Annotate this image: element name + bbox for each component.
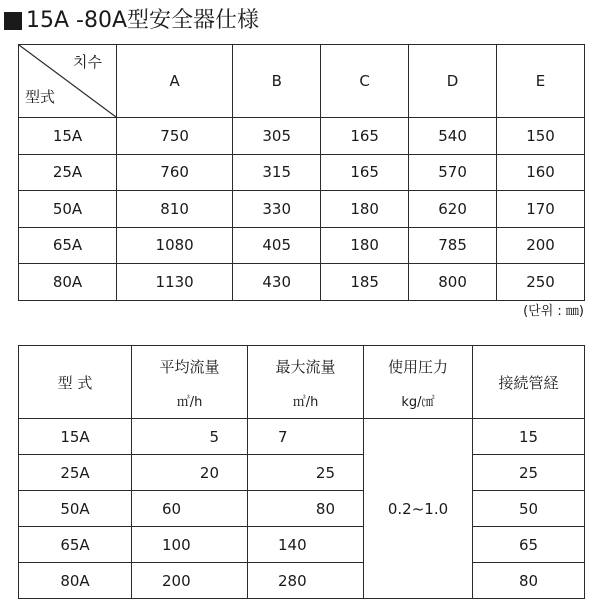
square-bullet-icon [4,12,22,30]
diag-top-label: 치수 [73,53,102,71]
header-avg-flow-label: 平均流量 [159,358,220,376]
connection-cell: 80 [473,563,585,599]
value-cell: 810 [117,191,233,228]
model-cell: 25A [19,455,132,491]
table-row [19,491,585,527]
max-flow-cell: 140 [248,527,364,563]
table-row [19,118,585,155]
value-cell: 150 [497,118,585,155]
model-cell: 15A [19,419,132,455]
model-cell: 50A [19,191,117,228]
spec-table [18,44,585,301]
value-cell: 570 [409,154,497,191]
diagonal-header-cell [19,45,117,118]
value-cell: 180 [321,191,409,228]
value-cell: 180 [321,227,409,264]
table-row [19,527,585,563]
col-header-c: C [321,45,409,118]
table-row [19,154,585,191]
header-avg-flow [132,346,248,419]
value-cell: 430 [233,264,321,301]
value-cell: 620 [409,191,497,228]
model-cell: 80A [19,264,117,301]
avg-flow-cell: 100 [132,527,248,563]
max-flow-cell: 7 [248,419,364,455]
flow-table [18,345,585,599]
table-row [19,264,585,301]
diag-bottom-label: 型式 [25,88,56,106]
model-cell: 80A [19,563,132,599]
col-header-b: B [233,45,321,118]
table-row [19,455,585,491]
model-cell: 65A [19,527,132,563]
table-row [19,563,585,599]
value-cell: 785 [409,227,497,264]
connection-cell: 65 [473,527,585,563]
header-pressure [364,346,473,419]
table-row [19,419,585,455]
header-avg-flow-unit: ㎥/h [176,395,203,410]
model-cell: 50A [19,491,132,527]
col-header-e: E [497,45,585,118]
flow-header-row [19,346,585,419]
value-cell: 200 [497,227,585,264]
header-max-flow-label: 最大流量 [275,358,336,376]
value-cell: 1130 [117,264,233,301]
connection-cell: 15 [473,419,585,455]
title-text: 15A -80A型安全器仕様 [26,8,260,33]
table-row [19,191,585,228]
col-header-a: A [117,45,233,118]
value-cell: 170 [497,191,585,228]
unit-note: (단위 : ㎜) [523,304,584,319]
pressure-cell: 0.2~1.0 [364,419,473,599]
max-flow-cell: 80 [248,491,364,527]
value-cell: 405 [233,227,321,264]
value-cell: 315 [233,154,321,191]
avg-flow-cell: 60 [132,491,248,527]
header-model: 型 式 [19,346,132,419]
value-cell: 250 [497,264,585,301]
value-cell: 1080 [117,227,233,264]
table-row [19,227,585,264]
value-cell: 165 [321,154,409,191]
max-flow-cell: 280 [248,563,364,599]
value-cell: 305 [233,118,321,155]
avg-flow-cell: 5 [132,419,248,455]
header-pressure-label: 使用圧力 [387,358,448,376]
header-connection: 接続管経 [473,346,585,419]
col-header-d: D [409,45,497,118]
page-title [4,6,259,36]
connection-cell: 25 [473,455,585,491]
value-cell: 185 [321,264,409,301]
header-max-flow-unit: ㎥/h [292,395,319,410]
value-cell: 165 [321,118,409,155]
model-cell: 15A [19,118,117,155]
value-cell: 540 [409,118,497,155]
max-flow-cell: 25 [248,455,364,491]
header-pressure-unit: kg/㎠ [401,395,435,410]
model-cell: 65A [19,227,117,264]
avg-flow-cell: 20 [132,455,248,491]
connection-cell: 50 [473,491,585,527]
value-cell: 160 [497,154,585,191]
avg-flow-cell: 200 [132,563,248,599]
value-cell: 760 [117,154,233,191]
value-cell: 330 [233,191,321,228]
header-max-flow [248,346,364,419]
value-cell: 800 [409,264,497,301]
model-cell: 25A [19,154,117,191]
value-cell: 750 [117,118,233,155]
spec-header-row [19,45,585,118]
